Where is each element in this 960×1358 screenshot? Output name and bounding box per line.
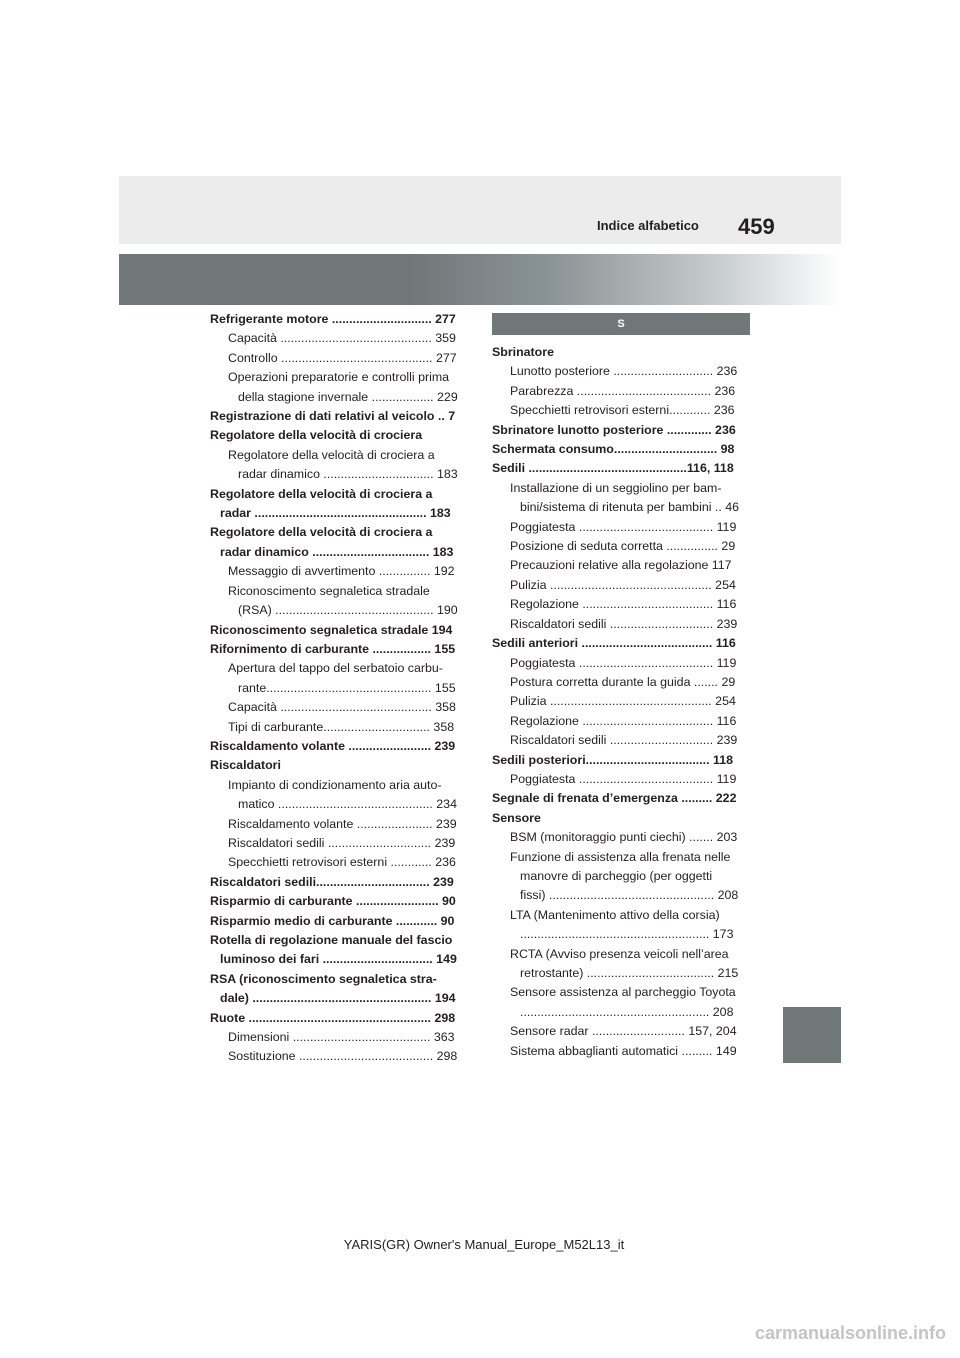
index-subentry <box>492 692 750 711</box>
entry-text: Poggiatesta ....................................... 119 <box>510 519 737 534</box>
index-subentry <box>210 562 462 581</box>
entry-continuation: ....................................................... 208 <box>520 1004 734 1019</box>
index-entry <box>210 621 462 640</box>
entry-text: RSA (riconoscimento segnaletica stra- <box>210 971 437 986</box>
entry-text: Dimensioni ........................................ 363 <box>228 1030 455 1045</box>
entry-text: Operazioni preparatorie e controlli prima <box>228 370 450 385</box>
entry-text: Riscaldatori <box>210 758 281 773</box>
index-column-right <box>492 313 750 1061</box>
watermark: carmanualsonline.info <box>754 1323 946 1343</box>
index-entry <box>210 426 462 445</box>
index-subentry <box>492 362 750 381</box>
index-subentry <box>492 595 750 614</box>
entry-text: Sistema abbaglianti automatici ......... 149 <box>510 1043 737 1058</box>
entry-text: Ruote ..................................................... 298 <box>210 1010 456 1025</box>
index-subentry <box>492 828 750 847</box>
section-title: Indice alfabetico <box>597 218 699 233</box>
index-subentry <box>210 349 462 368</box>
index-subentry <box>210 368 462 407</box>
index-column-left <box>210 310 462 1067</box>
index-entry <box>210 310 462 329</box>
index-entry <box>210 737 462 756</box>
entry-continuation: matico ............................................. 234 <box>238 797 457 812</box>
index-subentry <box>492 712 750 731</box>
thumb-index-tab <box>783 1007 841 1063</box>
entry-text: Regolatore della velocità di crociera <box>210 428 423 443</box>
index-subentry <box>492 401 750 420</box>
entry-continuation: ....................................................... 173 <box>520 927 734 942</box>
entry-text: Sensore radar ........................... 157, 204 <box>510 1024 737 1039</box>
entry-text: Sedili posteriori.................................... 118 <box>492 752 733 767</box>
entry-text: Specchietti retrovisori esterni ............ 236 <box>228 855 456 870</box>
header-box <box>119 176 841 244</box>
index-entry <box>492 809 750 828</box>
entry-text: Riconoscimento segnaletica stradale 194 <box>210 622 453 637</box>
entry-text: Riscaldamento volante ...................... 239 <box>228 816 457 831</box>
entry-text: Riconoscimento segnaletica stradale <box>228 583 430 598</box>
index-entry <box>210 970 462 1009</box>
index-subentry <box>492 770 750 789</box>
index-subentry <box>492 673 750 692</box>
entry-text: Segnale di frenata d’emergenza ......... 222 <box>492 791 737 806</box>
index-entry <box>210 523 462 562</box>
entry-continuation: retrostante) ..................................... 215 <box>520 966 739 980</box>
entry-text: Refrigerante motore ............................. 277 <box>210 312 456 326</box>
entry-continuation: dale) .................................................... 194 <box>220 991 456 1006</box>
index-subentry <box>492 556 750 575</box>
index-subentry <box>210 853 462 872</box>
entry-text: Poggiatesta ....................................... 119 <box>510 771 737 786</box>
entry-text: Risparmio medio di carburante ............ 90 <box>210 913 455 928</box>
index-subentry <box>492 654 750 673</box>
entry-text: Precauzioni relative alla regolazione 117 <box>510 558 732 573</box>
index-subentry <box>492 945 750 984</box>
entry-text: Sostituzione ....................................... 298 <box>228 1049 458 1064</box>
entry-text: Schermata consumo.............................. 98 <box>492 442 735 457</box>
index-subentry <box>492 537 750 556</box>
entry-text: Rifornimento di carburante ................. 155 <box>210 641 456 656</box>
entry-text: Regolatore della velocità di crociera a <box>210 525 433 540</box>
index-entry <box>210 407 462 426</box>
entry-text: Funzione di assistenza alla frenata nelle <box>510 849 731 864</box>
index-subentry <box>492 848 750 906</box>
entry-text: Sensore assistenza al parcheggio Toyota <box>510 985 736 1000</box>
entry-text: Pulizia ............................................... 254 <box>510 577 736 592</box>
entry-continuation: (RSA) .............................................. 190 <box>238 603 458 618</box>
index-subentry <box>210 1047 462 1066</box>
entry-text: Sbrinatore <box>492 345 554 359</box>
entry-continuation: rante................................................ 155 <box>238 680 456 695</box>
index-entry <box>492 634 750 653</box>
entry-text: Lunotto posteriore ............................. 236 <box>510 364 738 379</box>
entry-text: Riscaldatori sedili .............................. 239 <box>510 616 738 631</box>
index-entry <box>492 751 750 770</box>
entry-continuation: della stagione invernale .................. 229 <box>238 389 458 404</box>
index-subentry <box>492 731 750 750</box>
entry-text: BSM (monitoraggio punti ciechi) ....... 203 <box>510 830 738 845</box>
index-subentry <box>210 446 462 485</box>
entry-continuation: luminoso dei fari ................................ 149 <box>220 952 457 967</box>
index-subentry <box>492 576 750 595</box>
index-subentry <box>210 329 462 348</box>
index-subentry <box>210 1028 462 1047</box>
index-subentry <box>210 659 462 698</box>
entry-text: Pulizia ............................................... 254 <box>510 694 736 709</box>
entry-text: Posizione di seduta corretta ............... 29 <box>510 539 736 554</box>
entry-text: Regolatore della velocità di crociera a <box>228 447 435 462</box>
index-subentry <box>210 815 462 834</box>
index-subentry <box>210 698 462 717</box>
entry-continuation: radar dinamico ................................ 183 <box>238 467 458 482</box>
index-subentry <box>492 382 750 401</box>
index-subentry <box>210 582 462 621</box>
entry-text: Specchietti retrovisori esterni............ 236 <box>510 403 735 418</box>
index-subentry <box>492 518 750 537</box>
entry-text: Rotella di regolazione manuale del fascio <box>210 933 453 947</box>
entry-text: Impianto di condizionamento aria auto- <box>228 777 442 792</box>
entry-text: Sbrinatore lunotto posteriore ............. 236 <box>492 422 736 437</box>
index-subentry <box>210 834 462 853</box>
index-entry <box>210 756 462 775</box>
entry-continuation: bini/sistema di ritenuta per bambini .. 46 <box>520 500 740 515</box>
entry-text: Capacità ............................................ 359 <box>228 331 456 346</box>
index-subentry <box>210 776 462 815</box>
footer-manual-id: YARIS(GR) Owner's Manual_Europe_M52L13_it <box>343 1237 625 1252</box>
entry-text: Controllo ............................................ 277 <box>228 350 457 365</box>
index-entry <box>492 789 750 808</box>
entry-text: Parabrezza ....................................... 236 <box>510 383 736 398</box>
entry-text: Poggiatesta ....................................... 119 <box>510 655 737 670</box>
entry-text: Regolazione ...................................... 116 <box>510 597 737 612</box>
entry-text: Messaggio di avvertimento ............... 192 <box>228 564 455 579</box>
entry-text: Postura corretta durante la guida ....... 29 <box>510 674 736 689</box>
index-subentry <box>492 479 750 518</box>
entry-continuation: fissi) ................................................ 208 <box>520 888 739 903</box>
index-entry <box>210 912 462 931</box>
entry-continuation: radar dinamico .................................. 183 <box>220 544 454 559</box>
index-entry <box>210 485 462 524</box>
index-entry <box>492 440 750 459</box>
index-entry <box>210 873 462 892</box>
entry-text: Tipi di carburante............................... 358 <box>228 719 455 734</box>
entry-text: Riscaldatori sedili .............................. 239 <box>228 835 456 850</box>
entry-text: Sedili anteriori ...................................... 116 <box>492 636 736 651</box>
index-entry <box>210 931 462 970</box>
entry-text: Installazione di un seggiolino per bam- <box>510 480 722 495</box>
entry-text: Registrazione di dati relativi al veicolo .. 7 <box>210 409 456 424</box>
index-entry <box>210 892 462 911</box>
index-subentry <box>210 718 462 737</box>
entry-text: Sensore <box>492 810 541 825</box>
entry-text: Risparmio di carburante ........................ 90 <box>210 894 456 909</box>
entry-text: RCTA (Avviso presenza veicoli nell’area <box>510 946 729 961</box>
index-entry <box>210 640 462 659</box>
index-entry <box>492 421 750 440</box>
entry-text: Capacità ............................................ 358 <box>228 700 456 715</box>
entry-continuation: radar .................................................. 183 <box>220 506 451 521</box>
index-entry <box>210 1009 462 1028</box>
index-entry <box>492 343 750 362</box>
index-subentry <box>492 615 750 634</box>
entry-text: LTA (Mantenimento attivo della corsia) <box>510 907 720 922</box>
entry-text: Regolazione ...................................... 116 <box>510 713 737 728</box>
entry-text: Sedili ..............................................116, 118 <box>492 461 734 476</box>
entry-continuation: manovre di parcheggio (per oggetti <box>520 868 713 883</box>
index-subentry <box>492 1042 750 1061</box>
letter-header-s: S <box>492 313 750 335</box>
entry-text: Apertura del tappo del serbatoio carbu- <box>228 661 443 676</box>
index-subentry <box>492 983 750 1022</box>
index-entry <box>492 459 750 478</box>
entry-text: Riscaldamento volante ........................ 239 <box>210 738 456 753</box>
index-subentry <box>492 1022 750 1041</box>
entry-text: Riscaldatori sedili................................. 239 <box>210 874 454 889</box>
entry-text: Regolatore della velocità di crociera a <box>210 486 433 501</box>
page-number: 459 <box>738 214 775 239</box>
index-subentry <box>492 906 750 945</box>
entry-text: Riscaldatori sedili .............................. 239 <box>510 733 738 748</box>
section-banner <box>119 254 841 305</box>
